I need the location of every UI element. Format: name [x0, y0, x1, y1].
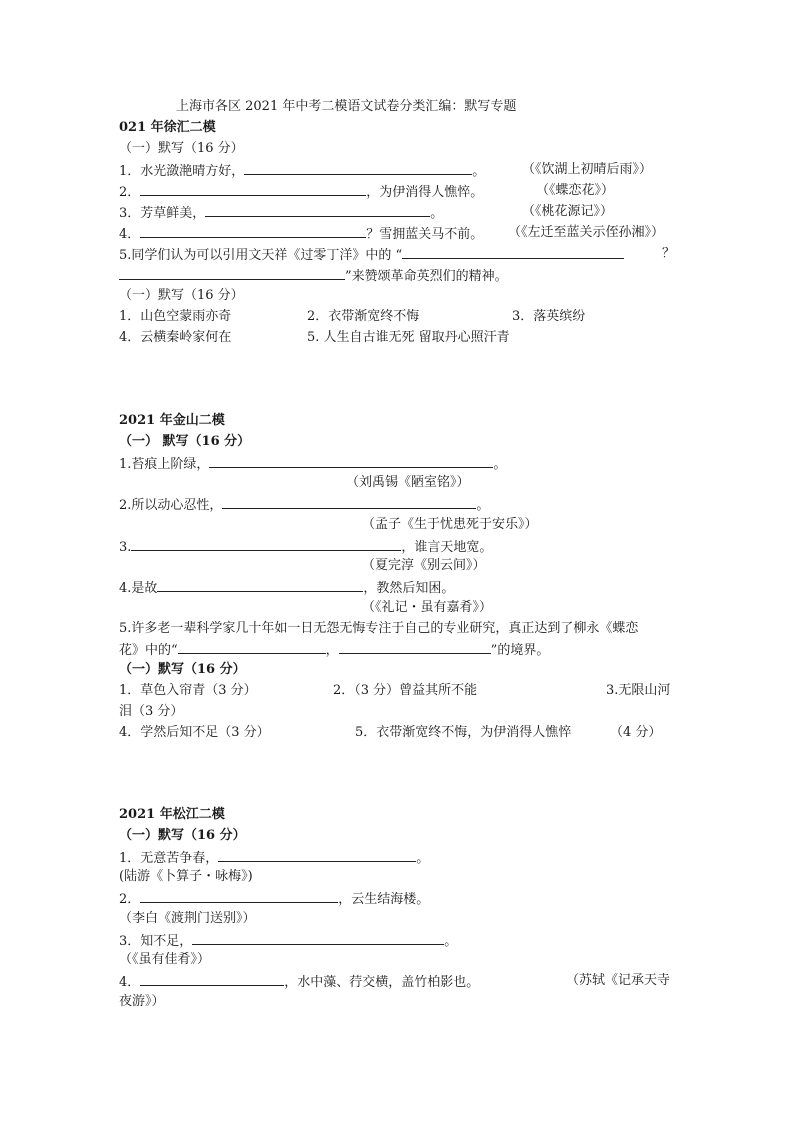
- question-text: 。: [476, 498, 490, 513]
- source-reference: （刘禹锡《陋室铭》）: [346, 475, 470, 490]
- question-2: [119, 495, 489, 515]
- question-text: ，谁言天地宽。: [401, 540, 493, 555]
- answer-blank[interactable]: [205, 203, 430, 217]
- answer-section-label: （一）默写（16 分）: [119, 662, 246, 677]
- question-text: 4.是故: [119, 581, 158, 596]
- question-mark: ？: [662, 246, 676, 261]
- answer-3-cont: 泪（3 分）: [119, 704, 184, 719]
- section-heading-songjiang: 2021 年松江二模: [119, 807, 225, 822]
- question-3: [119, 203, 443, 223]
- question-text: 。: [444, 934, 458, 949]
- source-reference: (陆游《卜算子・咏梅》): [119, 869, 253, 884]
- answer-4: 4．云横秦岭家何在: [119, 330, 232, 345]
- question-text: 花》中的“: [119, 643, 178, 658]
- question-text: ，为伊消得人憔悴。: [366, 185, 484, 200]
- answer-blank[interactable]: [209, 454, 493, 468]
- source-reference: （《桃花源记》）: [522, 204, 614, 219]
- question-text: 1.苔痕上阶绿，: [119, 457, 210, 472]
- question-text: ，水中藻、荇交横，盖竹柏影也。: [284, 975, 480, 990]
- question-text: 1．水光潋滟晴方好，: [119, 164, 245, 179]
- question-5-cont: [119, 640, 549, 660]
- question-text: ？雪拥蓝关马不前。: [366, 227, 484, 242]
- answer-1: 1．山色空蒙雨亦奇: [119, 309, 232, 324]
- answer-5: 5. 人生自古谁无死 留取丹心照汗青: [307, 330, 510, 345]
- source-reference: （夏完淳《别云间》）: [362, 558, 486, 573]
- question-5: [119, 245, 624, 265]
- question-text: ”来赞颂革命英烈们的精神。: [345, 269, 508, 284]
- answer-blank[interactable]: [192, 931, 444, 945]
- source-reference: （《礼记・虽有嘉肴》）: [362, 600, 493, 615]
- question-text: 4．: [119, 227, 141, 242]
- question-1: [119, 161, 485, 181]
- section-label: （一）默写（16 分）: [119, 828, 246, 843]
- answer-blank[interactable]: [244, 161, 472, 175]
- source-reference: （《蝶恋花》）: [536, 183, 615, 198]
- answer-blank[interactable]: [402, 245, 624, 259]
- answer-blank[interactable]: [140, 182, 366, 196]
- question-text: 2．: [119, 185, 141, 200]
- question-text: 3．知不足，: [119, 934, 193, 949]
- source-reference: （《虽有佳肴》）: [119, 952, 211, 967]
- question-text: 2．: [119, 892, 141, 907]
- question-text: 。: [472, 164, 486, 179]
- question-text: 。: [493, 457, 507, 472]
- answer-blank[interactable]: [140, 224, 366, 238]
- question-3: [119, 931, 457, 951]
- source-reference: （李白《渡荆门送别》）: [119, 911, 256, 926]
- answer-blank[interactable]: [218, 848, 416, 862]
- source-reference: （孟子《生于忧患死于安乐》）: [362, 517, 538, 532]
- source-reference: （《饮湖上初晴后雨》）: [522, 162, 653, 177]
- question-5: 5.许多老一辈科学家几十年如一日无怨无悔专注于自己的专业研究，真正达到了柳永《蝶恋: [119, 621, 639, 636]
- section-label: （一） 默写（16 分）: [119, 434, 251, 449]
- question-text: ，云生结海楼。: [338, 892, 430, 907]
- question-4: [119, 972, 479, 992]
- answer-blank[interactable]: [119, 266, 345, 280]
- source-reference-cont: 夜游》）: [119, 994, 165, 1009]
- section-heading-xuhui: 021 年徐汇二模: [119, 120, 216, 135]
- section-label: （一）默写（16 分）: [119, 141, 244, 156]
- answer-section-label: （一）默写（16 分）: [119, 288, 244, 303]
- answer-5: 5．衣带渐宽终不悔，为伊消得人憔悴: [355, 725, 572, 740]
- source-reference: （《左迁至蓝关示侄孙湘》）: [508, 225, 665, 240]
- answer-blank[interactable]: [222, 495, 476, 509]
- question-1: [119, 454, 506, 474]
- question-3: [119, 537, 492, 557]
- section-heading-jinshan: 2021 年金山二模: [119, 413, 225, 428]
- question-text: 4．: [119, 975, 141, 990]
- answer-4: 4．学然后知不足（3 分）: [119, 725, 270, 740]
- answer-2: 2．衣带渐宽终不悔: [307, 309, 420, 324]
- question-text: 。: [416, 851, 430, 866]
- question-2: [119, 889, 429, 909]
- question-5-cont: [119, 266, 508, 286]
- answer-blank[interactable]: [131, 537, 401, 551]
- answer-blank[interactable]: [140, 972, 284, 986]
- answer-blank[interactable]: [178, 640, 326, 654]
- question-1: [119, 848, 429, 868]
- question-4: [119, 224, 483, 244]
- question-text: 1．无意苦争春，: [119, 851, 219, 866]
- source-reference: （苏轼《记承天寺: [566, 973, 671, 988]
- answer-5-score: （4 分）: [610, 725, 662, 740]
- question-text: 5.同学们认为可以引用文天祥《过零丁洋》中的 “: [119, 248, 403, 263]
- question-text: 。: [430, 206, 444, 221]
- answer-1: 1．草色入帘青（3 分）: [119, 683, 257, 698]
- answer-blank[interactable]: [140, 889, 338, 903]
- question-text: 3．芳草鲜美，: [119, 206, 206, 221]
- answer-3: 3.无限山河: [606, 683, 671, 698]
- question-text: ，教然后知困。: [363, 581, 455, 596]
- question-2: [119, 182, 483, 202]
- question-text: ”的境界。: [490, 643, 550, 658]
- answer-2: 2．（3 分）曾益其所不能: [333, 683, 478, 698]
- answer-blank[interactable]: [157, 578, 363, 592]
- question-4: [119, 578, 454, 598]
- document-title: 上海市各区 2021 年中考二模语文试卷分类汇编：默写专题: [176, 99, 517, 114]
- answer-3: 3．落英缤纷: [512, 309, 586, 324]
- question-text: ，: [325, 643, 339, 658]
- question-text: 3.: [119, 540, 132, 555]
- question-text: 2.所以动心忍性，: [119, 498, 223, 513]
- answer-blank[interactable]: [339, 640, 491, 654]
